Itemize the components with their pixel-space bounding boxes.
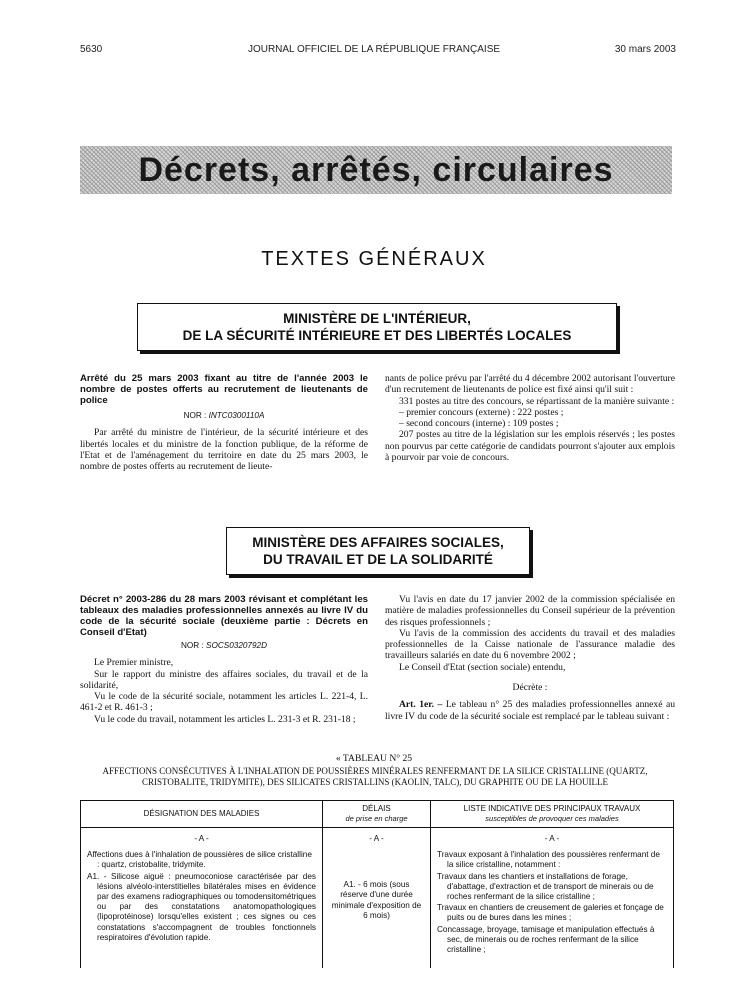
issue-date: 30 mars 2003 [614,44,676,55]
table-cell-designation [81,828,323,968]
table-text: Travaux dans les chantiers et installations de forage, d'abattage, d'extraction et de transport de minerais ou de roches renfermant de la silice cristalline ; [437,871,654,902]
table-text: Concassage, broyage, tamisage et manipulation effectués à sec, de minerais ou de roches renfermant de la silice cristalline ; [437,924,655,955]
arrete-left-column [80,373,368,472]
tableau-subtitle: AFFECTIONS CONSÉCUTIVES À L'INHALATION DE POUSSIÈRES MINÉRALES RENFERMANT DE LA SILICE CRISTALLINE (QUARTZ, CRISTOBALITE, TRIDYMITE), DES SILICATES CRISTALLINS (KAOLIN, TALC), DU GRAPHITE OU DE LA HOUILLE [102,766,648,787]
journal-title: JOURNAL OFFICIEL DE LA RÉPUBLIQUE FRANÇAISE [247,44,501,55]
arrete-list-item: – second concours (interne) : 109 postes ; [399,418,559,430]
decrete-label: Décrète : [512,682,548,694]
table-section-label: - A - [369,834,384,843]
tableau-title: « TABLEAU N° 25 [335,753,413,764]
section-banner [80,146,672,194]
ministry-box-affaires-sociales [226,527,530,575]
decret-paragraph: Sur le rapport du ministre des affaires sociales, du travail et de la solidarité, [80,668,368,691]
arrete-list-item: – premier concours (externe) : 222 postes ; [399,406,564,418]
table-section-label: - A - [544,834,560,843]
table-text: A1. - Silicose aiguë : pneumoconiose caractérisée par des lésions alvéolo-interstitielles bilatérales mises en évidence par des examens radiographiques ou tomodensitométriques ou par des constatations anatomopathologiques (lipoprotéinose) lorsqu'elles existent ; ces signes ou ces constatations s'accompagnent de troubles fonctionnels respiratoires d'évolution rapide. [87,871,316,942]
arrete-title: Arrêté du 25 mars 2003 fixant au titre de l'année 2003 le nombre de postes offerts au recrutement de lieutenants de police [80,373,368,406]
arrete-paragraph: 331 postes au titre des concours, se répartissant de la manière suivante : [399,395,675,407]
section-title: TEXTES GÉNÉRAUX [261,248,487,270]
maladies-table [80,800,674,968]
table-text: Travaux exposant à l'inhalation des poussières renfermant de la silice cristalline, notamment : [437,850,660,870]
decret-paragraph: Vu le code du travail, notamment les articles L. 231-3 et R. 231-18 ; [94,713,356,725]
table-header-row [81,801,674,828]
table-text: Travaux en chantiers de creusement de galeries et fonçage de puits ou de bures dans les mines ; [437,903,664,923]
decret-right-column [385,594,675,722]
ministry-line: MINISTÈRE DES AFFAIRES SOCIALES, [252,535,504,550]
table-cell-travaux [431,828,674,968]
decret-paragraph: Vu l'avis de la commission des accidents du travail et des maladies professionnelles de la Caisse nationale de l'assurance maladie des travailleurs salariés en date du 6 novembre 2002 ; [385,627,675,662]
table-row [81,828,674,968]
decret-paragraph: Le Premier ministre, [94,657,174,669]
ministry-line: MINISTÈRE DE L'INTÉRIEUR, [283,311,471,326]
article-text: Le tableau n° 25 des maladies professionnelles annexé au livre IV du code de la sécurité sociale est remplacé par le tableau suivant : [385,699,675,722]
arrete-right-column [385,373,675,463]
decret-paragraph: Le Conseil d'Etat (section sociale) entendu, [399,661,566,673]
page-number: 5630 [80,44,103,55]
table-text: Affections dues à l'inhalation de poussières de silice cristalline : quartz, cristobalite, tridymite. [87,850,312,870]
arrete-nor: NOR : INTC0300110A [183,411,265,420]
nor-code: SOCS0320792D [206,641,268,650]
ministry-box-interieur [137,303,617,351]
column-header: DÉLAIS de prise en charge [323,801,431,828]
column-header: DÉSIGNATION DES MALADIES [81,801,323,828]
ministry-line: DU TRAVAIL ET DE LA SOLIDARITÉ [263,552,493,567]
nor-code: INTC0300110A [208,411,265,420]
ministry-line: DE LA SÉCURITÉ INTÉRIEURE ET DES LIBERTÉS LOCALES [182,328,572,343]
decret-left-column [80,594,368,725]
arrete-paragraph-continued: nants de police prévu par l'arrêté du 4 décembre 2002 autorisant l'ouverture d'un recrutement de lieutenants de police est fixé ainsi qu'il suit : [385,373,675,396]
banner-text: Décrets, arrêtés, circulaires [138,150,614,189]
article-1 [385,699,675,722]
decret-paragraph: Vu le code de la sécurité sociale, notamment les articles L. 221-4, L. 461-2 et R. 461-3 ; [80,691,368,714]
article-label: Art. 1er. – [399,699,443,711]
decret-paragraph: Vu l'avis en date du 17 janvier 2002 de la commission spécialisée en matière de maladies professionnelles du Conseil supérieur de la prévention des risques professionnels ; [385,594,675,628]
table-text: A1. - 6 mois (sous réserve d'une durée minimale d'exposition de 6 mois) [331,880,422,920]
table-section-label: - A - [194,834,209,843]
table-cell-delais [323,828,431,968]
column-header: LISTE INDICATIVE DES PRINCIPAUX TRAVAUX susceptibles de provoquer ces maladies [431,801,674,828]
decret-nor: NOR : SOCS0320792D [180,641,268,650]
arrete-paragraph: Par arrêté du ministre de l'intérieur, de la sécurité intérieure et des libertés locales et du ministre de la fonction publique, de la réforme de l'Etat et de l'aménagement du territoire en date du 25 mars 2003, le nombre de postes offerts au recrutement de lieute- [80,427,368,473]
arrete-paragraph: 207 postes au titre de la législation sur les emplois réservés ; les postes non pourvus par cette catégorie de candidats pourront s'ajouter aux emplois à pourvoir par voie de concours. [385,429,675,464]
decret-title: Décret n° 2003-286 du 28 mars 2003 révisant et complétant les tableaux des maladies professionnelles annexés au livre IV du code de la sécurité sociale (deuxième partie : Décrets en Conseil d'Etat) [80,594,368,638]
